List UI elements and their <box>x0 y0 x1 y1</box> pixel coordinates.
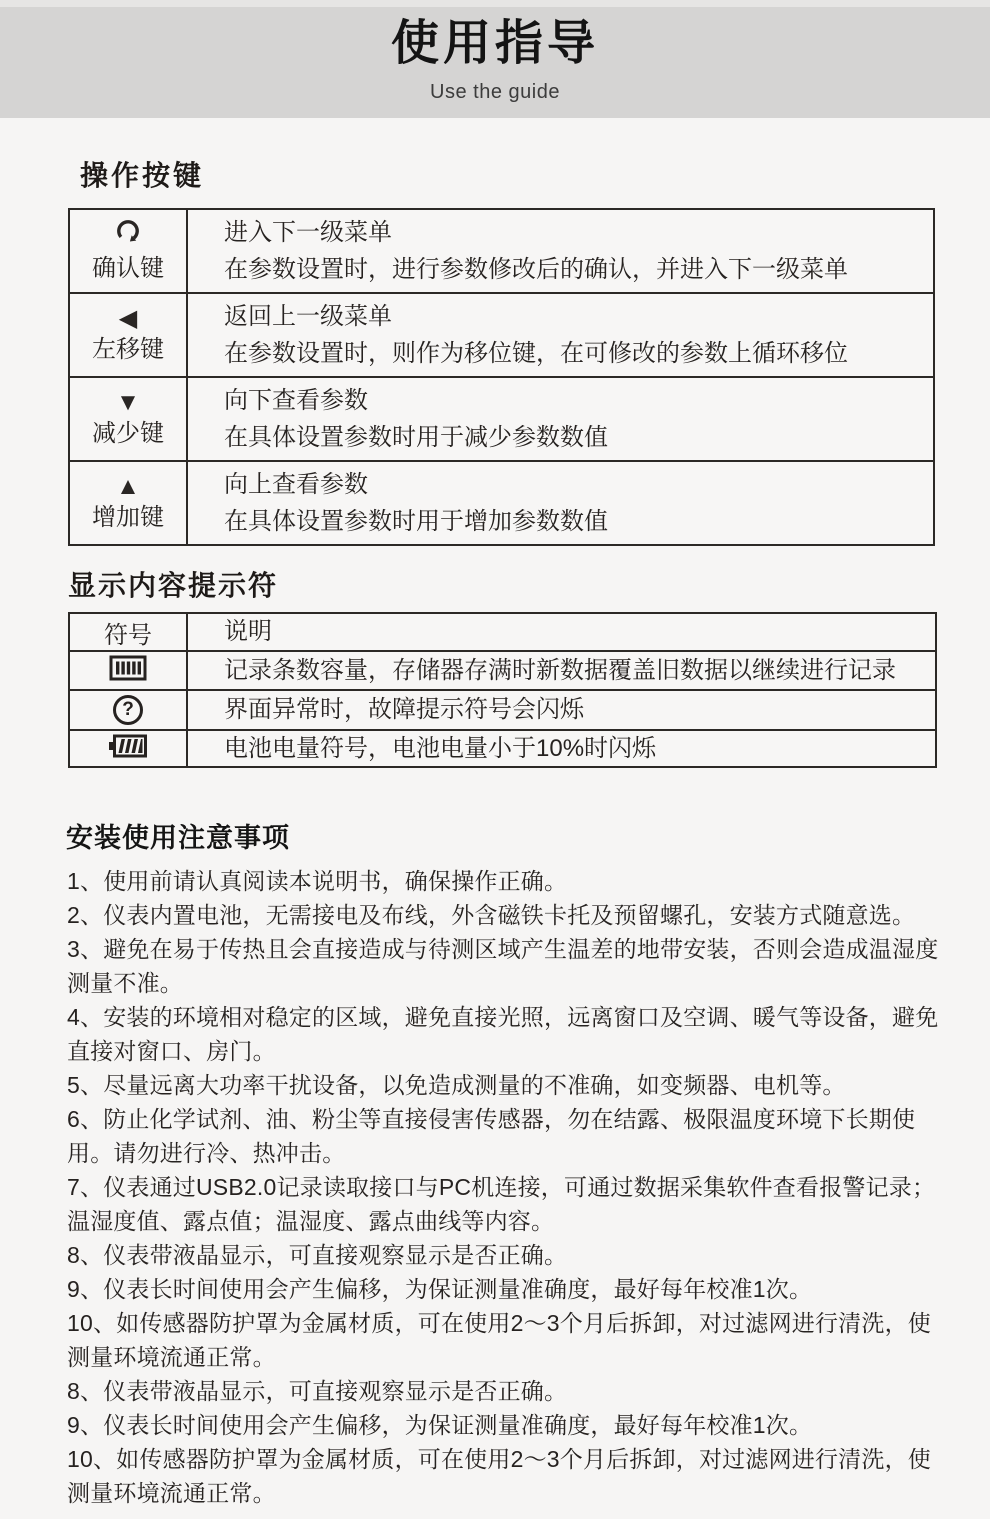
indicator-desc: 电池电量符号，电池电量小于10%时闪烁 <box>187 730 936 767</box>
indicator-desc: 记录条数容量，存储器存满时新数据覆盖旧数据以继续进行记录 <box>187 651 936 690</box>
page-title: 使用指导 <box>390 17 599 70</box>
rotate-confirm-icon <box>113 218 143 246</box>
page-header <box>0 0 990 118</box>
section-title-keys: 操作按键 <box>80 160 205 191</box>
key-function-line: 向下查看参数 <box>224 387 368 414</box>
note-item: 10、如传感器防护罩为金属材质，可在使用2～3个月后拆卸，对过滤网进行清洗，使测量环境流通正常。 <box>67 1310 931 1370</box>
note-item: 7、仪表通过USB2.0记录读取接口与PC机连接，可通过数据采集软件查看报警记录；温湿度值、露点值；温湿度、露点曲线等内容。 <box>67 1174 936 1234</box>
key-function-line: 在具体设置参数时用于增加参数数值 <box>224 508 608 535</box>
question-circle-icon: ? <box>113 695 143 725</box>
note-item: 8、仪表带液晶显示，可直接观察显示是否正确。 <box>67 1378 568 1404</box>
table-row <box>69 730 936 767</box>
note-item: 5、尽量远离大功率干扰设备，以免造成测量的不准确，如变频器、电机等。 <box>67 1072 846 1098</box>
key-function-line: 在具体设置参数时用于减少参数数值 <box>224 424 608 451</box>
table-row <box>69 690 936 730</box>
note-item: 1、使用前请认真阅读本说明书，确保操作正确。 <box>67 868 568 894</box>
indicator-desc: 界面异常时，故障提示符号会闪烁 <box>187 690 936 730</box>
note-item: 6、防止化学试剂、油、粉尘等直接侵害传感器，勿在结露、极限温度环境下长期使用。请勿进行冷、热冲击。 <box>67 1106 916 1166</box>
key-name: 左移键 <box>92 335 164 363</box>
table-row <box>69 293 934 377</box>
key-function-line: 进入下一级菜单 <box>224 219 392 246</box>
record-capacity-icon <box>109 655 147 681</box>
table-row <box>69 209 934 293</box>
table-header-row <box>69 613 936 651</box>
indicators-table <box>68 612 937 768</box>
note-item: 9、仪表长时间使用会产生偏移，为保证测量准确度，最好每年校准1次。 <box>67 1276 813 1302</box>
keys-table <box>68 208 935 546</box>
column-header-symbol: 符号 <box>69 613 187 651</box>
down-triangle-icon: ▼ <box>116 388 140 416</box>
section-title-indicators: 显示内容提示符 <box>68 570 279 601</box>
note-item: 10、如传感器防护罩为金属材质，可在使用2～3个月后拆卸，对过滤网进行清洗，使测量环境流通正常。 <box>67 1446 931 1506</box>
section-title-notes: 安装使用注意事项 <box>66 823 290 853</box>
column-header-desc: 说明 <box>187 613 936 651</box>
note-item: 3、避免在易于传热且会直接造成与待测区域产生温差的地带安装，否则会造成温湿度测量不准。 <box>67 936 939 996</box>
key-name: 减少键 <box>92 419 164 447</box>
up-triangle-icon: ▲ <box>116 472 140 500</box>
note-item: 4、安装的环境相对稳定的区域，避免直接光照，远离窗口及空调、暖气等设备，避免直接对窗口、房门。 <box>67 1004 939 1064</box>
key-name: 增加键 <box>92 503 164 531</box>
battery-level-icon <box>108 733 148 759</box>
key-function-line: 返回上一级菜单 <box>224 303 392 330</box>
note-item: 9、仪表长时间使用会产生偏移，为保证测量准确度，最好每年校准1次。 <box>67 1412 813 1438</box>
note-item: 8、仪表带液晶显示，可直接观察显示是否正确。 <box>67 1242 568 1268</box>
key-function-line: 向上查看参数 <box>224 471 368 498</box>
note-item: 2、仪表内置电池，无需接电及布线，外含磁铁卡托及预留螺孔，安装方式随意选。 <box>67 902 916 928</box>
table-row <box>69 377 934 461</box>
page-subtitle: Use the guide <box>430 81 560 103</box>
left-triangle-icon: ◀ <box>118 304 138 332</box>
key-name: 确认键 <box>92 255 164 282</box>
table-row <box>69 461 934 545</box>
key-function-line: 在参数设置时，则作为移位键，在可修改的参数上循环移位 <box>224 340 848 367</box>
key-function-line: 在参数设置时，进行参数修改后的确认，并进入下一级菜单 <box>224 256 848 283</box>
table-row <box>69 651 936 690</box>
notes-list <box>0 854 990 1510</box>
